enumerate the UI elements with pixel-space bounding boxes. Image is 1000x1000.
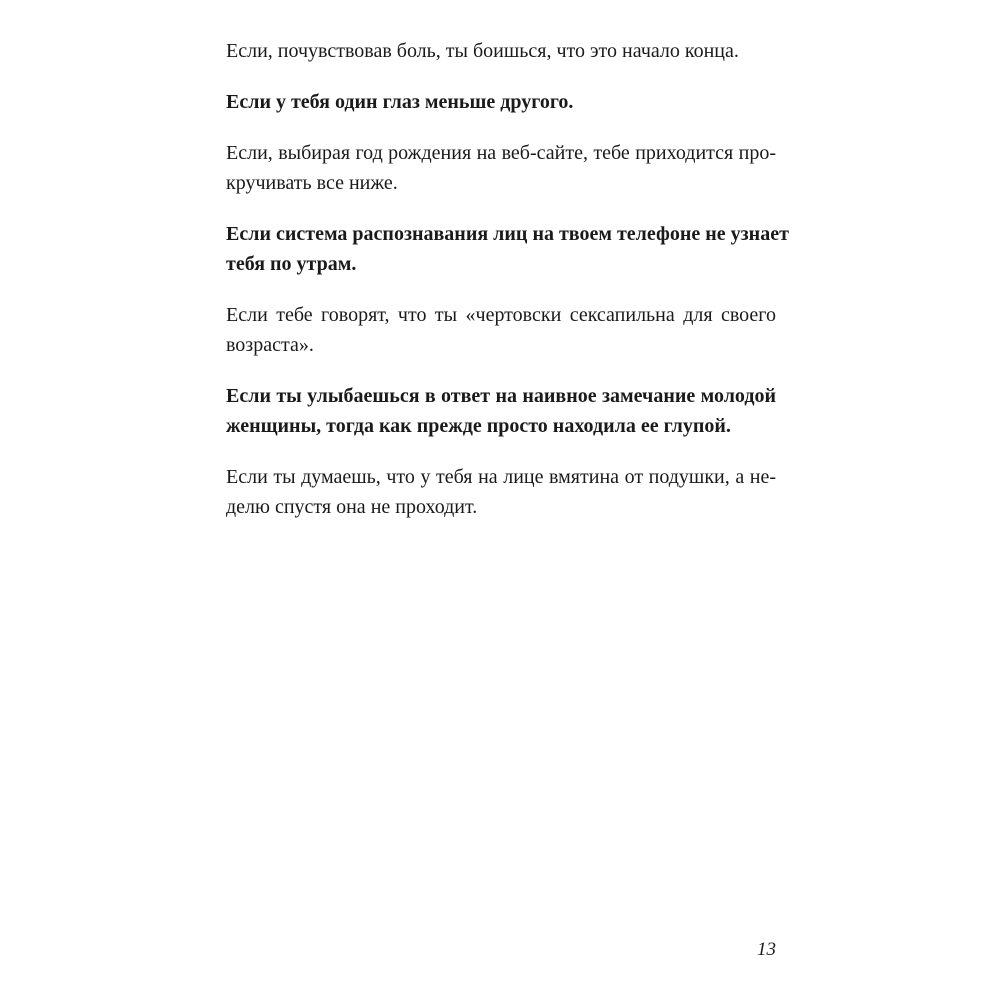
paragraph [226, 300, 776, 360]
paragraph-line: тебя по утрам. [226, 253, 357, 275]
paragraph-line: Если ты улыбаешься в ответ на наивное замечание молодой [226, 385, 776, 407]
paragraph-line: делю спустя она не проходит. [226, 496, 478, 518]
paragraph-line: Если ты думаешь, что у тебя на лице вмятина от подушки, а не- [226, 466, 776, 488]
paragraph-line: женщины, тогда как прежде просто находила ее глупой. [226, 415, 731, 437]
paragraph-line: кручивать все ниже. [226, 172, 398, 194]
paragraph-bold [226, 381, 776, 441]
paragraph-line: Если система распознавания лиц на твоем телефоне не узнает [226, 223, 789, 245]
paragraph-line: возраста». [226, 334, 314, 356]
main-text [226, 36, 789, 543]
page-number: 13 [757, 939, 776, 960]
paragraph-bold [226, 87, 776, 117]
paragraph [226, 138, 776, 198]
paragraph-line: Если, выбирая год рождения на веб-сайте, тебе приходится про- [226, 142, 776, 164]
paragraph-line: Если у тебя один глаз меньше другого. [226, 91, 574, 113]
paragraph [226, 36, 776, 66]
paragraph [226, 462, 776, 522]
paragraph-line: Если тебе говорят, что ты «чертовски сексапильна для своего [226, 304, 776, 326]
paragraph-bold [226, 219, 789, 279]
paragraph-line: Если, почувствовав боль, ты боишься, что это начало конца. [226, 40, 739, 62]
